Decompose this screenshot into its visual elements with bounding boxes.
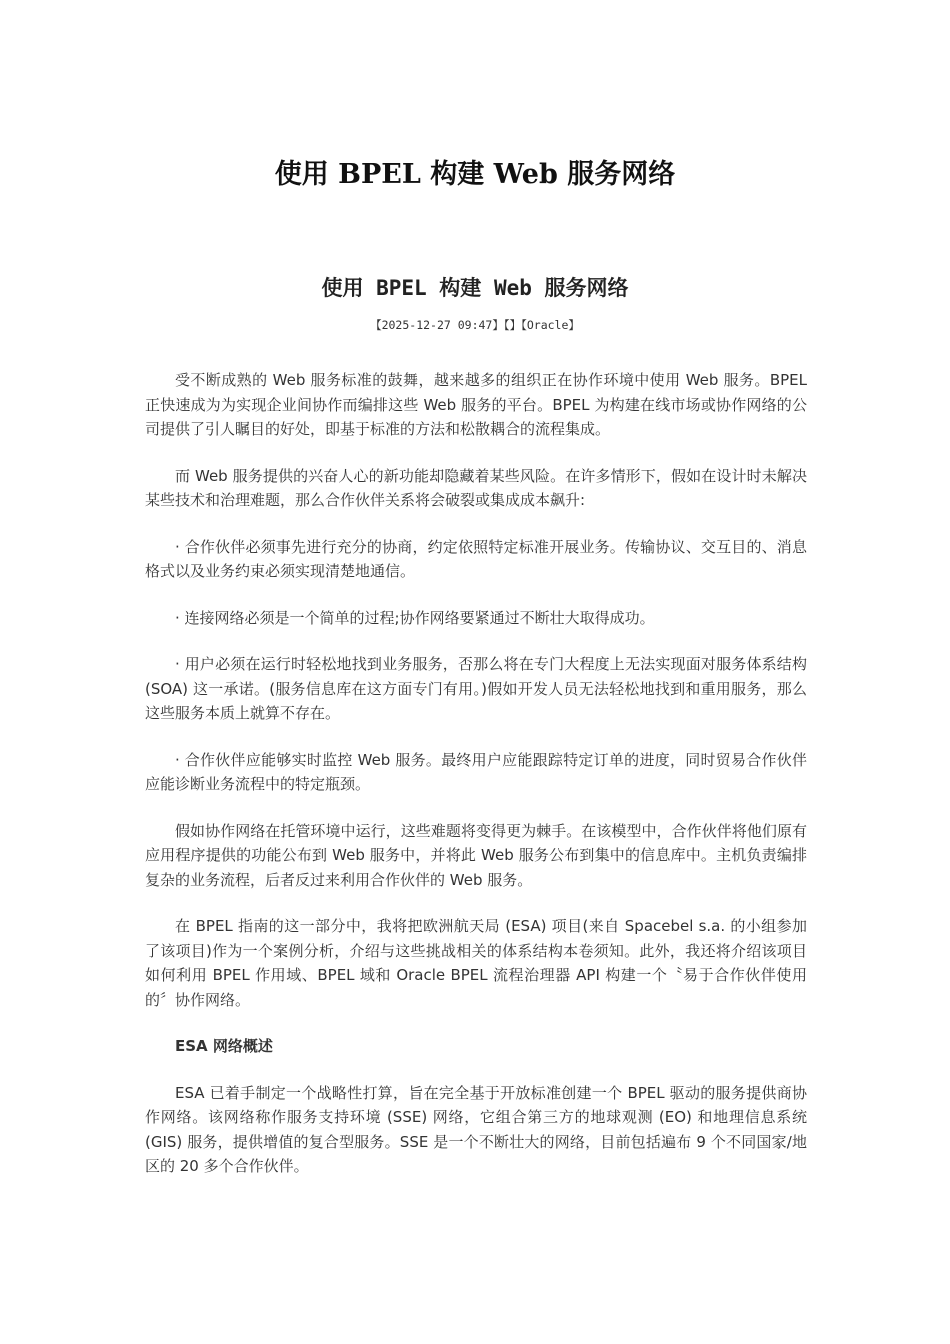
list-item: · 合作伙伴应能够实时监控 Web 服务。最终用户应能跟踪特定订单的进度，同时贸易合作伙伴应能诊断业务流程中的特定瓶颈。 — [145, 750, 807, 793]
paragraph-case-study: 在 BPEL 指南的这一部分中，我将把欧洲航天局 (ESA) 项目(来自 Spacebel s.a. 的小组参加了该项目)作为一个案例分析，介绍与这些挑战相关的体系结构本卷须知。此外，我还将介绍该项目如何利用 BPEL 作用域、BPEL 域和 Oracle BPEL 流程治理器 API 构建一个〝易于合作伙伴使用的〞协作网络。 — [145, 917, 807, 1009]
article-title: 使用 BPEL 构建 Web 服务网络 — [321, 276, 629, 300]
section-heading: ESA 网络概述 — [175, 1037, 273, 1055]
article-body — [145, 368, 807, 1201]
paragraph-intro: 受不断成熟的 Web 服务标准的鼓舞，越来越多的组织正在协作环境中使用 Web 服务。BPEL 正快速成为为实现企业间协作而编排这些 Web 服务的平台。BPEL 为构建在线市场或协作网络的公司提供了引人瞩目的好处，即基于标准的方法和松散耦合的流程集成。 — [145, 371, 807, 438]
paragraph-hosted: 假如协作网络在托管环境中运行，这些难题将变得更为棘手。在该模型中，合作伙伴将他们原有应用程序提供的功能公布到 Web 服务中，并将此 Web 服务公布到集中的信息库中。主机负责编排复杂的业务流程，后者反过来利用合作伙伴的 Web 服务。 — [145, 821, 807, 889]
article-meta: 【2025-12-27 09:47】【】【Oracle】 — [370, 318, 580, 332]
list-item: · 用户必须在运行时轻松地找到业务服务，否那么将在专门大程度上无法实现面对服务体系结构 (SOA) 这一承诺。(服务信息库在这方面专门有用。)假如开发人员无法轻松地找到和重用服务，那么这些服务本质上就算不存在。 — [145, 655, 807, 722]
paragraph-esa-overview: ESA 已着手制定一个战略性打算，旨在完全基于开放标准创建一个 BPEL 驱动的服务提供商协作网络。该网络称作服务支持环境 (SSE) 网络，它组合第三方的地球观测 (EO) 和地理信息系统 (GIS) 服务，提供增值的复合型服务。SSE 是一个不断壮大的网络，目前包括遍布 9 个不同国家/地区的 20 多个合作伙伴。 — [145, 1083, 807, 1175]
document-title: 使用 BPEL 构建 Web 服务网络 — [274, 159, 676, 190]
paragraph-risks: 而 Web 服务提供的兴奋人心的新功能却隐藏着某些风险。在许多情形下，假如在设计时未解决某些技术和治理难题，那么合作伙伴关系将会破裂或集成成本飙升: — [145, 466, 807, 509]
list-item: · 连接网络必须是一个简单的过程;协作网络要紧通过不断壮大取得成功。 — [175, 608, 655, 627]
list-item: · 合作伙伴必须事先进行充分的协商，约定依照特定标准开展业务。传输协议、交互目的、消息格式以及业务约束必须实现清楚地通信。 — [145, 537, 807, 580]
